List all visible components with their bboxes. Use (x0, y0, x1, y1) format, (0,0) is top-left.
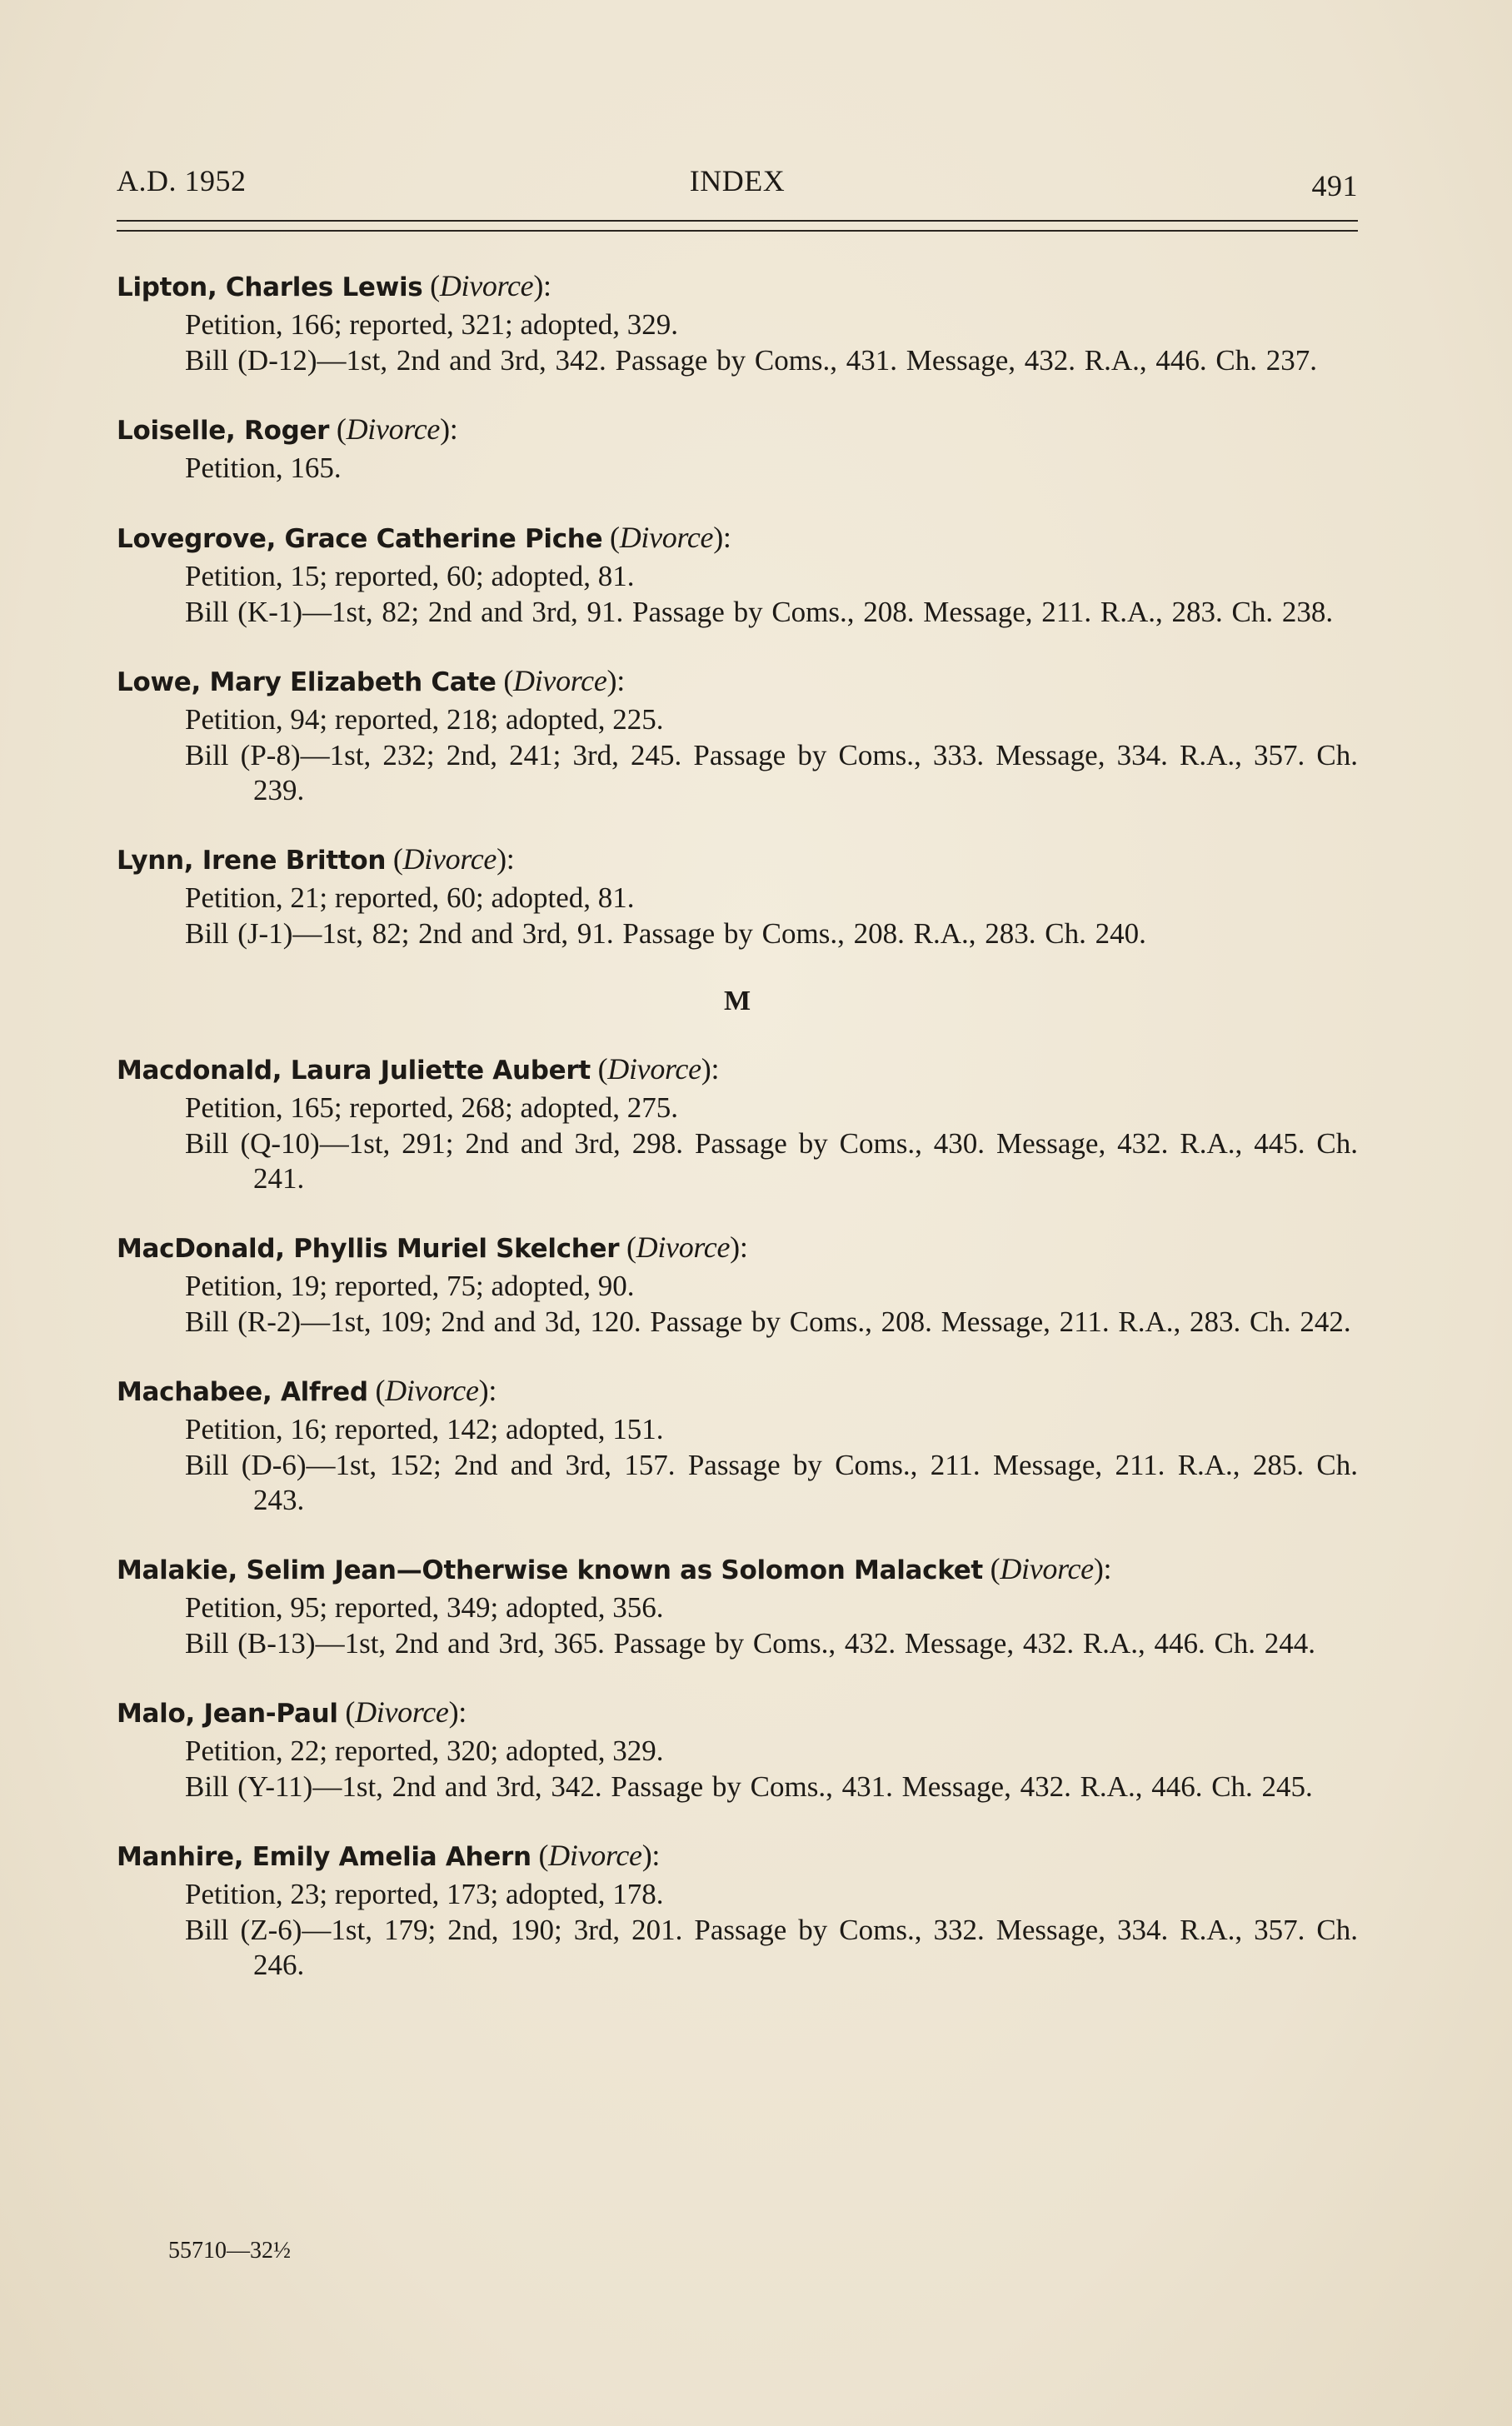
entry-kind: Divorce (385, 1374, 479, 1407)
entry-bill: Bill (D-12)—1st, 2nd and 3rd, 342. Passage by Coms., 431. Message, 432. R.A., 446. Ch. 237. (185, 344, 1317, 377)
entries-l-section (117, 267, 1358, 951)
index-entry (117, 410, 1358, 487)
entry-petition: Petition, 166; reported, 321; adopted, 329. (185, 308, 678, 341)
entry-heading: Lipton, Charles Lewis (Divorce): (117, 269, 551, 302)
entry-name: Machabee, Alfred (117, 1377, 368, 1407)
entry-petition: Petition, 19; reported, 75; adopted, 90. (185, 1270, 635, 1302)
entry-heading: Lovegrove, Grace Catherine Piche (Divorce): (117, 521, 731, 554)
entry-heading: Machabee, Alfred (Divorce): (117, 1374, 497, 1407)
entry-bill: Bill (Y-11)—1st, 2nd and 3rd, 342. Passage by Coms., 431. Message, 432. R.A., 446. Ch. 245. (185, 1770, 1313, 1803)
entry-kind: Divorce (619, 521, 714, 554)
entry-heading: Manhire, Emily Amelia Ahern (Divorce): (117, 1839, 661, 1872)
entry-kind: Divorce (607, 1052, 701, 1086)
index-entry (117, 1228, 1358, 1340)
entry-kind: Divorce (548, 1839, 642, 1872)
entry-kind: Divorce (346, 412, 441, 446)
entry-bill: Bill (J-1)—1st, 82; 2nd and 3rd, 91. Passage by Coms., 208. R.A., 283. Ch. 240. (185, 917, 1146, 950)
index-entry (117, 1693, 1358, 1805)
entry-heading: MacDonald, Phyllis Muriel Skelcher (Divorce): (117, 1230, 748, 1264)
entry-name: Lovegrove, Grace Catherine Piche (117, 524, 603, 554)
entry-petition: Petition, 95; reported, 349; adopted, 356. (185, 1591, 664, 1624)
section-letter: M (723, 986, 751, 1016)
header-rule-top (117, 220, 1358, 222)
entry-heading: Malakie, Selim Jean—Otherwise known as Solomon Malacket (Divorce): (117, 1552, 1112, 1585)
index-entry (117, 518, 1358, 630)
entry-name: Lowe, Mary Elizabeth Cate (117, 667, 497, 697)
entry-petition: Petition, 165. (185, 452, 342, 484)
entry-bill: Bill (Q-10)—1st, 291; 2nd and 3rd, 298. Passage by Coms., 430. Message, 432. R.A., 445. Ch. 241. (185, 1127, 1358, 1195)
entry-name: Macdonald, Laura Juliette Aubert (117, 1056, 591, 1086)
entry-bill: Bill (D-6)—1st, 152; 2nd and 3rd, 157. Passage by Coms., 211. Message, 211. R.A., 285. Ch. 243. (185, 1449, 1358, 1516)
entry-petition: Petition, 22; reported, 320; adopted, 329. (185, 1735, 664, 1767)
entry-name: Malakie, Selim Jean—Otherwise known as Solomon Malacket (117, 1555, 983, 1585)
header-title: INDEX (689, 164, 786, 197)
entry-heading: Malo, Jean-Paul (Divorce): (117, 1695, 467, 1729)
page-number: 491 (1311, 169, 1358, 202)
entry-kind: Divorce (1000, 1552, 1094, 1585)
entry-bill: Bill (P-8)—1st, 232; 2nd, 241; 3rd, 245. Passage by Coms., 333. Message, 334. R.A., 357. Ch. 239. (185, 739, 1358, 806)
entry-heading: Macdonald, Laura Juliette Aubert (Divorce): (117, 1052, 720, 1086)
header-rule-bottom (117, 230, 1358, 232)
index-entry (117, 267, 1358, 378)
entry-name: Manhire, Emily Amelia Ahern (117, 1842, 531, 1872)
entry-heading: Lynn, Irene Britton (Divorce): (117, 842, 515, 876)
entry-bill: Bill (R-2)—1st, 109; 2nd and 3d, 120. Passage by Coms., 208. Message, 211. R.A., 283. Ch. 242. (185, 1305, 1351, 1338)
entry-name: MacDonald, Phyllis Muriel Skelcher (117, 1234, 620, 1264)
index-entry (117, 840, 1358, 951)
index-entry (117, 1050, 1358, 1196)
page-header (117, 163, 1358, 205)
entry-petition: Petition, 165; reported, 268; adopted, 275. (185, 1091, 678, 1124)
entry-petition: Petition, 23; reported, 173; adopted, 178. (185, 1878, 664, 1910)
index-entry (117, 661, 1358, 808)
entry-name: Lynn, Irene Britton (117, 846, 387, 876)
signature-mark: 55710—32½ (168, 2238, 291, 2264)
entry-petition: Petition, 94; reported, 218; adopted, 225. (185, 703, 664, 736)
index-entry (117, 1836, 1358, 1983)
entry-kind: Divorce (439, 269, 534, 302)
index-entry (117, 1550, 1358, 1661)
entry-name: Loiselle, Roger (117, 416, 330, 446)
entry-name: Lipton, Charles Lewis (117, 272, 423, 302)
entry-bill: Bill (K-1)—1st, 82; 2nd and 3rd, 91. Passage by Coms., 208. Message, 211. R.A., 283. Ch. 238. (185, 596, 1334, 628)
index-entry (117, 1371, 1358, 1518)
entry-name: Malo, Jean-Paul (117, 1699, 338, 1729)
entry-heading: Lowe, Mary Elizabeth Cate (Divorce): (117, 664, 625, 697)
header-year: A.D. 1952 (117, 164, 247, 197)
entry-petition: Petition, 16; reported, 142; adopted, 151. (185, 1413, 664, 1445)
entry-petition: Petition, 21; reported, 60; adopted, 81. (185, 881, 635, 914)
entry-kind: Divorce (636, 1230, 731, 1264)
entry-kind: Divorce (402, 842, 497, 876)
entry-heading: Loiselle, Roger (Divorce): (117, 412, 458, 446)
entries-m-section (117, 1050, 1358, 1983)
entry-kind: Divorce (355, 1695, 449, 1729)
entry-bill: Bill (B-13)—1st, 2nd and 3rd, 365. Passage by Coms., 432. Message, 432. R.A., 446. Ch. 244. (185, 1627, 1316, 1660)
entry-kind: Divorce (513, 664, 607, 697)
entry-bill: Bill (Z-6)—1st, 179; 2nd, 190; 3rd, 201. Passage by Coms., 332. Message, 334. R.A., 357. Ch. 246. (185, 1914, 1358, 1981)
entry-petition: Petition, 15; reported, 60; adopted, 81. (185, 560, 635, 592)
index-entries (117, 267, 1358, 2014)
